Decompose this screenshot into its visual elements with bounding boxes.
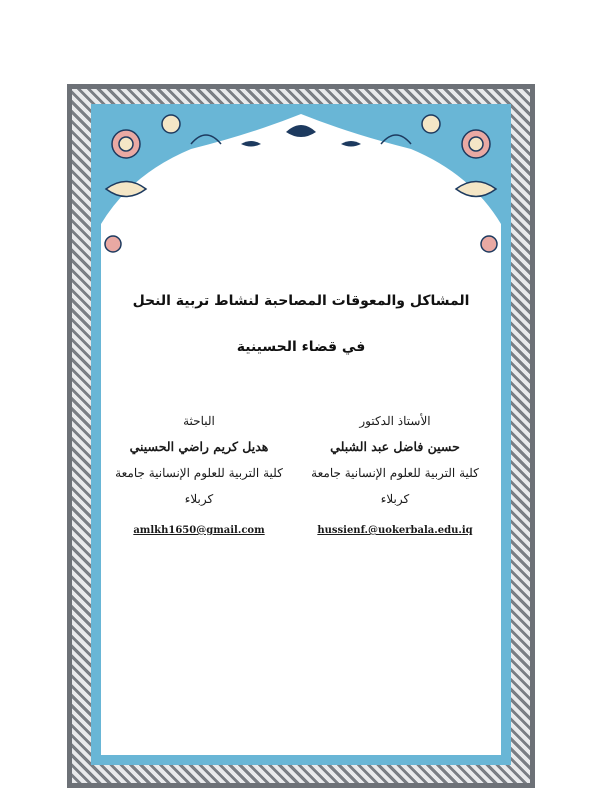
author-email-link[interactable]: hussienf.@uokerbala.edu.iq [317,525,473,536]
arch-white-cutout [101,114,501,274]
author-affiliation: كلية التربية للعلوم الإنسانية جامعة [311,466,479,480]
document-title-line1: المشاكل والمعوقات المصاحبة لنشاط تربية النحل [132,293,470,309]
document-title-line2: في قضاء الحسينية [236,339,366,355]
author-name: هديل كريم راضي الحسيني [129,439,269,454]
author-city: كربلاء [380,492,410,506]
author-role: الأستاذ الدكتور [359,414,431,428]
author-city: كربلاء [184,492,214,506]
author-block-professor [300,408,490,544]
ornamental-arch [91,104,511,274]
author-role: الباحثة [183,414,215,428]
author-block-researcher [104,408,294,544]
author-email-link[interactable]: amlkh1650@gmail.com [133,525,265,536]
author-name: حسين فاضل عبد الشبلي [330,439,460,454]
author-affiliation: كلية التربية للعلوم الإنسانية جامعة [115,466,283,480]
